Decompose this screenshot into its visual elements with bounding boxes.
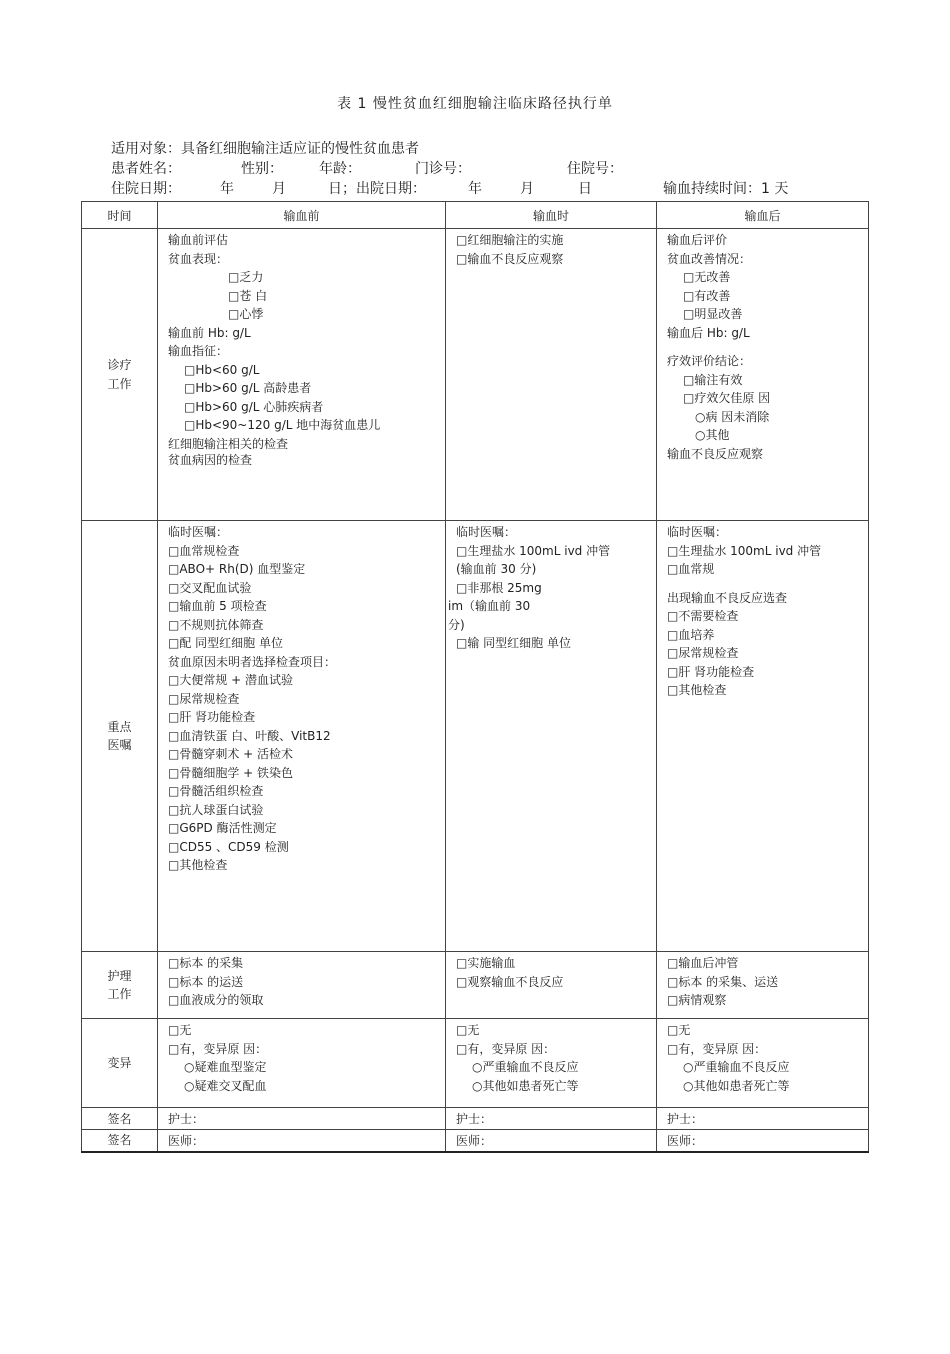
discharge-month-label: 月 [520, 181, 534, 197]
discharge-date-label: 日；出院日期： [328, 181, 426, 197]
cell-line: 疗效评价结论： [667, 354, 752, 368]
checkbox-item: □尿常规检查 [667, 646, 739, 660]
doctor-sign-label: 医师： [667, 1133, 704, 1148]
cell-diagnosis-before [158, 229, 446, 521]
checkbox-item: □有改善 [683, 288, 731, 303]
checkbox-item: □大便常规 + 潜血试验 [168, 673, 294, 687]
checkbox-item: □血常规检查 [168, 543, 240, 558]
cell-line: 临时医嘱： [667, 525, 728, 539]
row-label-line: 工作 [107, 987, 132, 1001]
checkbox-item: □明显改善 [683, 307, 743, 321]
radio-item: ○疑难交叉配血 [184, 1078, 267, 1093]
checkbox-item: □无 [456, 1023, 480, 1037]
checkbox-item: □输 同型红细胞 单位 [456, 636, 571, 650]
checkbox-item: □乏力 [228, 270, 264, 284]
cell-line: 贫血原因未明者选择检查项目： [168, 654, 337, 669]
checkbox-item: □G6PD 酶活性测定 [168, 821, 277, 835]
col-header-time: 时间 [82, 202, 158, 229]
checkbox-item: □配 同型红细胞 单位 [168, 636, 283, 650]
row-label-nursing [82, 952, 158, 1019]
admission-date-label: 住院日期： [111, 181, 181, 197]
checkbox-item: □骨髓穿刺术 + 活检术 [168, 747, 294, 761]
checkbox-item: □标本 的采集、运送 [667, 974, 779, 989]
checkbox-item: □输注有效 [683, 372, 743, 387]
checkbox-item: □输血前 5 项检查 [168, 599, 267, 613]
clinic-number-label: 门诊号： [415, 161, 471, 177]
row-label-line: 医嘱 [107, 738, 132, 752]
row-label-sign-doctor: 签名 [82, 1130, 158, 1152]
checkbox-item: □输血不良反应观察 [456, 251, 564, 266]
checkbox-item: □CD55 、CD59 检测 [168, 839, 289, 854]
row-label-variance: 变异 [82, 1019, 158, 1108]
checkbox-item: □骨髓细胞学 + 铁染色 [168, 765, 294, 780]
cell-nursing-during [446, 952, 657, 1019]
cell-orders-during [446, 521, 657, 952]
cell-line: 分) [448, 617, 465, 632]
checkbox-item: □有，变异原 因： [667, 1041, 767, 1056]
cell-line: 输血前 Hb: g/L [168, 325, 251, 340]
cell-line: (输血前 30 分) [456, 562, 537, 576]
clinical-pathway-table [81, 201, 869, 1153]
cell-sign-nurse-after [657, 1108, 869, 1130]
radio-item: ○其他如患者死亡等 [472, 1078, 579, 1093]
cell-sign-doctor-during [446, 1130, 657, 1152]
radio-item: ○严重输血不良反应 [472, 1060, 579, 1074]
cell-line: 输血后 Hb: g/L [667, 325, 750, 340]
checkbox-item: □无 [168, 1023, 192, 1037]
cell-line: 临时医嘱： [168, 525, 229, 539]
checkbox-item: □实施输血 [456, 956, 516, 970]
checkbox-item: □不需要检查 [667, 609, 739, 623]
col-header-during: 输血时 [446, 202, 657, 229]
checkbox-item: □骨髓活组织检查 [168, 784, 264, 798]
checkbox-item: □无改善 [683, 270, 731, 284]
checkbox-item: □其他检查 [168, 858, 228, 872]
cell-sign-doctor-before [158, 1130, 446, 1152]
checkbox-item: □有，变异原 因： [456, 1041, 556, 1056]
cell-diagnosis-after [657, 229, 869, 521]
radio-item: ○病 因未消除 [695, 409, 770, 424]
checkbox-item: □无 [667, 1023, 691, 1037]
radio-item: ○疑难血型鉴定 [184, 1060, 267, 1074]
cell-nursing-after [657, 952, 869, 1019]
checkbox-item: □肝 肾功能检查 [667, 664, 755, 679]
cell-orders-after [657, 521, 869, 952]
cell-line: 出现输血不良反应选查 [667, 590, 788, 605]
checkbox-item: □有，变异原 因： [168, 1041, 268, 1056]
discharge-year-label: 年 [468, 181, 482, 197]
checkbox-item: □血培养 [667, 627, 715, 642]
cell-sign-nurse-during [446, 1108, 657, 1130]
admission-month-label: 月 [272, 181, 286, 197]
discharge-day-label: 日 [578, 181, 592, 197]
checkbox-item: □Hb>60 g/L 心肺疾病者 [184, 399, 324, 414]
inpatient-number-label: 住院号： [567, 161, 623, 177]
row-label-diagnosis [82, 229, 158, 521]
checkbox-item: □苍 白 [228, 288, 268, 303]
checkbox-item: □抗人球蛋白试验 [168, 802, 264, 817]
applicable-target-line: 适用对象：具备红细胞输注适应证的慢性贫血患者 [111, 141, 419, 157]
cell-line: 贫血改善情况： [667, 251, 752, 266]
radio-item: ○其他如患者死亡等 [683, 1078, 790, 1093]
cell-line: 输血不良反应观察 [667, 446, 764, 461]
nurse-sign-label: 护士： [667, 1112, 704, 1126]
row-label-line: 诊疗 [107, 358, 132, 372]
cell-line: 输血后评价 [667, 233, 728, 247]
checkbox-item: □肝 肾功能检查 [168, 710, 256, 724]
admission-year-label: 年 [220, 181, 234, 197]
checkbox-item: □血常规 [667, 562, 715, 576]
table-header-row [82, 202, 869, 229]
table-row-diagnosis [82, 229, 869, 521]
cell-line: 输血前评估 [168, 233, 229, 247]
checkbox-item: □Hb<90~120 g/L 地中海贫血患儿 [184, 418, 381, 432]
cell-sign-doctor-after [657, 1130, 869, 1152]
checkbox-item: □红细胞输注的实施 [456, 233, 564, 247]
cell-nursing-before [158, 952, 446, 1019]
nurse-sign-label: 护士： [456, 1112, 493, 1126]
patient-info-line [0, 160, 950, 178]
cell-variance-after [657, 1019, 869, 1108]
checkbox-item: □交叉配血试验 [168, 580, 252, 595]
checkbox-item: □血清铁蛋 白、叶酸、VitB12 [168, 728, 331, 743]
cell-sign-nurse-before [158, 1108, 446, 1130]
doctor-sign-label: 医师： [456, 1133, 493, 1148]
radio-item: ○其他 [695, 428, 730, 442]
cell-line: 临时医嘱： [456, 525, 517, 539]
cell-line: 红细胞输注相关的检查 [168, 436, 289, 451]
checkbox-item: □生理盐水 100mL ivd 冲管 [456, 543, 611, 558]
table-row-sign-doctor [82, 1130, 869, 1152]
cell-line: im（输血前 30 [448, 599, 531, 613]
table-row-variance [82, 1019, 869, 1108]
radio-item: ○严重输血不良反应 [683, 1060, 790, 1074]
row-label-sign-nurse: 签名 [82, 1108, 158, 1130]
row-label-line: 工作 [107, 376, 132, 391]
document-title: 表 1 慢性贫血红细胞输注临床路径执行单 [337, 96, 613, 112]
col-header-before: 输血前 [158, 202, 446, 229]
age-label: 年龄： [319, 161, 361, 177]
checkbox-item: □尿常规检查 [168, 691, 240, 706]
cell-variance-during [446, 1019, 657, 1108]
checkbox-item: □疗效欠佳原 因 [683, 391, 771, 405]
table-row-sign-nurse [82, 1108, 869, 1130]
checkbox-item: □ABO+ Rh(D) 血型鉴定 [168, 562, 306, 576]
checkbox-item: □其他检查 [667, 683, 727, 697]
checkbox-item: □标本 的运送 [168, 974, 244, 989]
checkbox-item: □生理盐水 100mL ivd 冲管 [667, 543, 822, 558]
checkbox-item: □标本 的采集 [168, 956, 244, 970]
checkbox-item: □心悸 [228, 307, 264, 321]
cell-line: 输血指征： [168, 344, 229, 358]
checkbox-item: □Hb>60 g/L 高龄患者 [184, 381, 312, 395]
cell-line: 贫血表现： [168, 251, 229, 266]
nurse-sign-label: 护士： [168, 1112, 205, 1126]
sex-label: 性别： [241, 161, 283, 177]
table-row-nursing [82, 952, 869, 1019]
col-header-after: 输血后 [657, 202, 869, 229]
row-label-line: 护理 [107, 968, 132, 983]
checkbox-item: □病情观察 [667, 993, 727, 1007]
row-label-line: 重点 [107, 719, 132, 734]
doctor-sign-label: 医师： [168, 1133, 205, 1148]
checkbox-item: □观察输血不良反应 [456, 974, 564, 989]
checkbox-item: □不规则抗体筛查 [168, 617, 264, 632]
cell-diagnosis-during [446, 229, 657, 521]
dates-line [0, 180, 950, 198]
cell-orders-before [158, 521, 446, 952]
cell-line: 贫血病因的检查 [168, 453, 253, 467]
cell-variance-before [158, 1019, 446, 1108]
checkbox-item: □输血后冲管 [667, 956, 739, 970]
table-row-orders [82, 521, 869, 952]
patient-name-label: 患者姓名： [111, 161, 181, 177]
checkbox-item: □血液成分的领取 [168, 993, 264, 1007]
checkbox-item: □非那根 25mg [456, 580, 542, 595]
checkbox-item: □Hb<60 g/L [184, 362, 260, 377]
row-label-orders [82, 521, 158, 952]
transfusion-duration: 输血持续时间：1 天 [663, 181, 789, 197]
